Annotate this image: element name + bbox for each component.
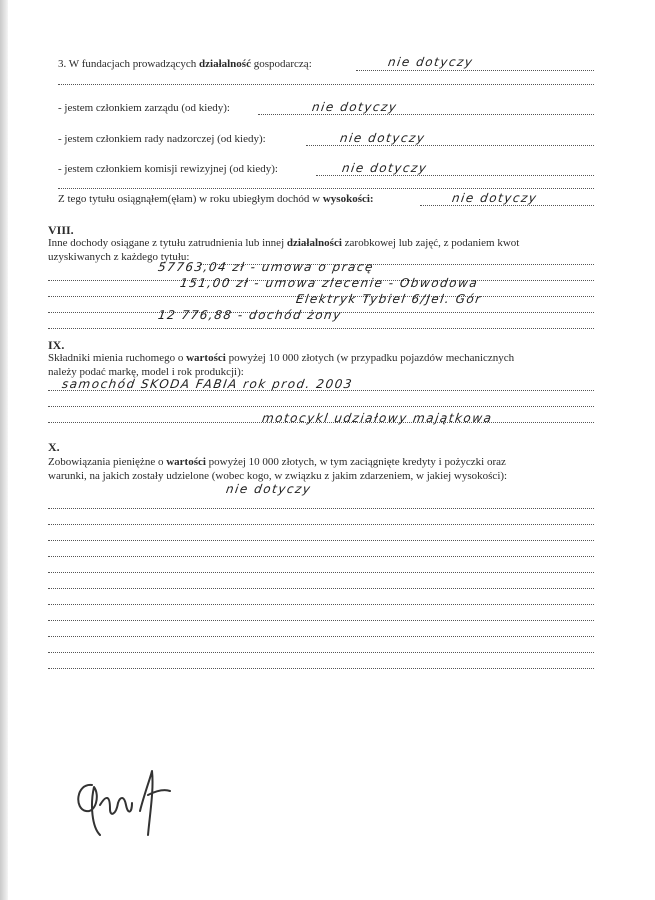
- section-viii-text-1: Inne dochody osiągane z tytułu zatrudnienia lub innej działalności zarobkowej lub zajęć, z podaniem kwot: [48, 237, 520, 249]
- viii-answer-4: 12 776,88 - dochód żony: [157, 308, 343, 322]
- viii-answer-2: 151,00 zł - umowa zlecenie - Obwodowa: [179, 276, 480, 290]
- q3-question: 3. W fundacjach prowadzących działalność gospodarczą:: [58, 58, 312, 70]
- supervisory-label: - jestem członkiem rady nadzorczej (od kiedy):: [58, 133, 266, 145]
- audit-label: - jestem członkiem komisji rewizyjnej (od kiedy):: [58, 163, 278, 175]
- viii-answer-3: Elektryk Tybiel 6/Jel. Gór: [295, 292, 483, 306]
- ix-answer-2: motocykl udziałowy majątkowa: [261, 411, 494, 425]
- section-ix-text-1: Składniki mienia ruchomego o wartości powyżej 10 000 złotych (w przypadku pojazdów mechanicznych: [48, 352, 515, 364]
- section-ix-text-2: należy podać markę, model i rok produkcji):: [48, 366, 244, 378]
- section-x-text-1: Zobowiązania pieniężne o wartości powyżej 10 000 złotych, w tym zaciągnięte kredyty i pożyczki oraz: [48, 456, 506, 468]
- handwritten-signature: [70, 765, 180, 845]
- board-label: - jestem członkiem zarządu (od kiedy):: [58, 102, 230, 114]
- income-answer: nie dotyczy: [451, 191, 539, 205]
- ix-answer-1: samochód SKODA FABIA rok prod. 2003: [61, 377, 354, 391]
- income-label: Z tego tytułu osiągnąłem(ęłam) w roku ubiegłym dochód w wysokości:: [58, 193, 374, 205]
- audit-answer: nie dotyczy: [341, 161, 429, 175]
- q3-answer: nie dotyczy: [387, 55, 475, 69]
- section-viii-text-2: uzyskiwanych z każdego tytułu:: [48, 251, 190, 263]
- section-viii-heading: VIII.: [48, 223, 74, 237]
- supervisory-answer: nie dotyczy: [339, 131, 427, 145]
- section-ix-heading: IX.: [48, 338, 65, 352]
- scan-edge: [0, 0, 8, 900]
- board-answer: nie dotyczy: [311, 100, 399, 114]
- x-answer: nie dotyczy: [225, 482, 313, 496]
- section-x-heading: X.: [48, 440, 60, 454]
- section-x-text-2: warunki, na jakich zostały udzielone (wobec kogo, w związku z jakim zdarzeniem, w jakiej wysokości):: [48, 470, 508, 482]
- viii-answer-1: 57763,04 zł - umowa o pracę: [157, 260, 375, 274]
